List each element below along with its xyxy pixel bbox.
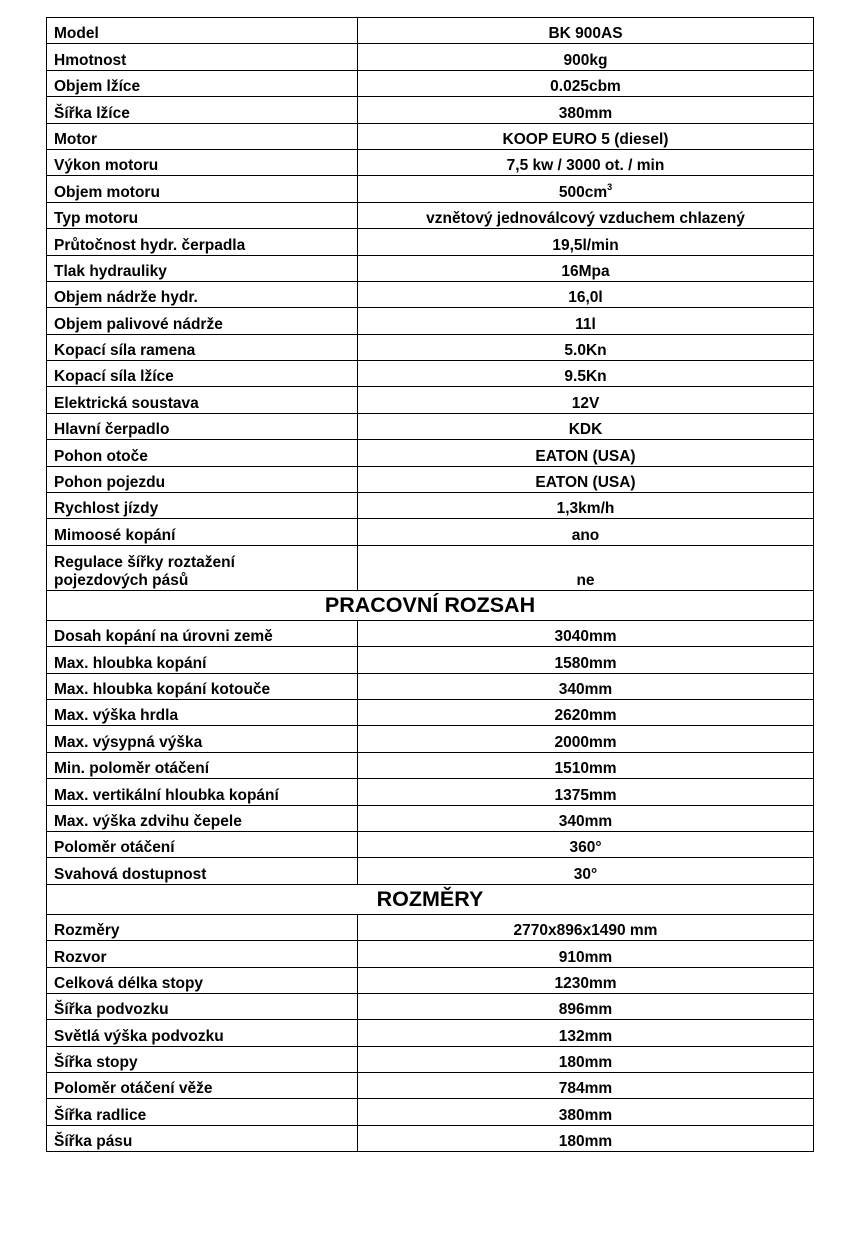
spec-label: Max. hloubka kopání: [47, 647, 358, 673]
spec-row: [47, 281, 814, 307]
spec-label: Kopací síla ramena: [47, 334, 358, 360]
section-header-row: [47, 884, 814, 914]
spec-row: [47, 620, 814, 646]
spec-value: [358, 176, 814, 202]
spec-value: 380mm: [358, 97, 814, 123]
spec-value: 1510mm: [358, 752, 814, 778]
spec-label: Hlavní čerpadlo: [47, 413, 358, 439]
spec-label: Max. vertikální hloubka kopání: [47, 779, 358, 805]
spec-row: [47, 493, 814, 519]
spec-label: Mimoosé kopání: [47, 519, 358, 545]
spec-label: Kopací síla lžíce: [47, 361, 358, 387]
spec-row: [47, 941, 814, 967]
spec-label: Poloměr otáčení: [47, 831, 358, 857]
spec-label: Objem palivové nádrže: [47, 308, 358, 334]
spec-row: [47, 805, 814, 831]
spec-row: [47, 202, 814, 228]
spec-row: [47, 726, 814, 752]
spec-value: ne: [358, 545, 814, 590]
spec-label: Max. výsypná výška: [47, 726, 358, 752]
spec-value: 30°: [358, 858, 814, 884]
spec-value: 19,5l/min: [358, 229, 814, 255]
spec-row: [47, 673, 814, 699]
spec-value: EATON (USA): [358, 466, 814, 492]
spec-label: Min. poloměr otáčení: [47, 752, 358, 778]
spec-row: [47, 779, 814, 805]
spec-label: Max. hloubka kopání kotouče: [47, 673, 358, 699]
section-title-work-range: PRACOVNÍ ROZSAH: [47, 590, 814, 620]
spec-value: 0.025cbm: [358, 70, 814, 96]
spec-row: [47, 44, 814, 70]
spec-value: vznětový jednoválcový vzduchem chlazený: [358, 202, 814, 228]
spec-row: [47, 70, 814, 96]
spec-row: [47, 361, 814, 387]
spec-value: 1230mm: [358, 967, 814, 993]
spec-value: 380mm: [358, 1099, 814, 1125]
spec-row: [47, 699, 814, 725]
spec-value: 5.0Kn: [358, 334, 814, 360]
spec-label: Poloměr otáčení věže: [47, 1073, 358, 1099]
spec-label: Šířka pásu: [47, 1125, 358, 1151]
spec-label: Objem nádrže hydr.: [47, 281, 358, 307]
spec-value: 896mm: [358, 993, 814, 1019]
spec-value: 180mm: [358, 1125, 814, 1151]
spec-label: Celková délka stopy: [47, 967, 358, 993]
spec-row: [47, 176, 814, 202]
section-title-dimensions: ROZMĚRY: [47, 884, 814, 914]
spec-value: 2770x896x1490 mm: [358, 914, 814, 940]
spec-label: Elektrická soustava: [47, 387, 358, 413]
spec-value: 1375mm: [358, 779, 814, 805]
spec-value: 2000mm: [358, 726, 814, 752]
spec-label: Motor: [47, 123, 358, 149]
spec-table: [46, 17, 814, 1152]
spec-value: 9.5Kn: [358, 361, 814, 387]
spec-row: [47, 831, 814, 857]
spec-label: Hmotnost: [47, 44, 358, 70]
spec-value: 132mm: [358, 1020, 814, 1046]
spec-row: [47, 914, 814, 940]
spec-label: Max. výška zdvihu čepele: [47, 805, 358, 831]
spec-label: Šířka podvozku: [47, 993, 358, 1019]
spec-value: KDK: [358, 413, 814, 439]
spec-row: [47, 308, 814, 334]
spec-label: Rychlost jízdy: [47, 493, 358, 519]
spec-label: Model: [47, 18, 358, 44]
spec-row: [47, 413, 814, 439]
spec-value-text: 500cm: [558, 183, 608, 201]
spec-value: 340mm: [358, 805, 814, 831]
spec-value: ano: [358, 519, 814, 545]
spec-value: 11l: [358, 308, 814, 334]
section-header-row: [47, 590, 814, 620]
spec-label: Svahová dostupnost: [47, 858, 358, 884]
spec-label-line: pojezdových pásů: [54, 571, 189, 589]
spec-row: [47, 858, 814, 884]
spec-label: Průtočnost hydr. čerpadla: [47, 229, 358, 255]
spec-label-line: Regulace šířky roztažení: [54, 553, 235, 571]
spec-label: Tlak hydrauliky: [47, 255, 358, 281]
spec-value: 12V: [358, 387, 814, 413]
spec-row: [47, 123, 814, 149]
spec-row: [47, 752, 814, 778]
spec-row: [47, 387, 814, 413]
spec-label: Objem motoru: [47, 176, 358, 202]
spec-value: 910mm: [358, 941, 814, 967]
spec-value: 2620mm: [358, 699, 814, 725]
spec-row: [47, 1099, 814, 1125]
spec-row: [47, 149, 814, 175]
spec-label: Max. výška hrdla: [47, 699, 358, 725]
spec-row: [47, 519, 814, 545]
spec-label: Pohon pojezdu: [47, 466, 358, 492]
spec-label: Dosah kopání na úrovni země: [47, 620, 358, 646]
spec-value: 340mm: [358, 673, 814, 699]
spec-row: [47, 993, 814, 1019]
spec-label: Šířka radlice: [47, 1099, 358, 1125]
spec-value: 180mm: [358, 1046, 814, 1072]
spec-label: Objem lžíce: [47, 70, 358, 96]
spec-row: [47, 545, 814, 590]
spec-value: BK 900AS: [358, 18, 814, 44]
spec-value: 784mm: [358, 1073, 814, 1099]
spec-label: Výkon motoru: [47, 149, 358, 175]
spec-row: [47, 440, 814, 466]
spec-label: Rozměry: [47, 914, 358, 940]
spec-row: [47, 967, 814, 993]
spec-row: [47, 1020, 814, 1046]
spec-label: Pohon otoče: [47, 440, 358, 466]
spec-row: [47, 1073, 814, 1099]
spec-value: 3040mm: [358, 620, 814, 646]
spec-value: 900kg: [358, 44, 814, 70]
spec-label: Šířka lžíce: [47, 97, 358, 123]
spec-label: [47, 545, 358, 590]
spec-row: [47, 97, 814, 123]
spec-value: 1,3km/h: [358, 493, 814, 519]
superscript: 3: [607, 181, 613, 192]
spec-label: Rozvor: [47, 941, 358, 967]
spec-row: [47, 1125, 814, 1151]
spec-value: 1580mm: [358, 647, 814, 673]
spec-label: Šířka stopy: [47, 1046, 358, 1072]
spec-value: 360°: [358, 831, 814, 857]
spec-value: 16,0l: [358, 281, 814, 307]
spec-value: 7,5 kw / 3000 ot. / min: [358, 149, 814, 175]
spec-label: Typ motoru: [47, 202, 358, 228]
spec-row: [47, 18, 814, 44]
spec-label: Světlá výška podvozku: [47, 1020, 358, 1046]
spec-row: [47, 229, 814, 255]
spec-row: [47, 1046, 814, 1072]
spec-row: [47, 466, 814, 492]
spec-row: [47, 647, 814, 673]
spec-value: 16Mpa: [358, 255, 814, 281]
spec-row: [47, 334, 814, 360]
spec-row: [47, 255, 814, 281]
spec-value: KOOP EURO 5 (diesel): [358, 123, 814, 149]
spec-value: EATON (USA): [358, 440, 814, 466]
